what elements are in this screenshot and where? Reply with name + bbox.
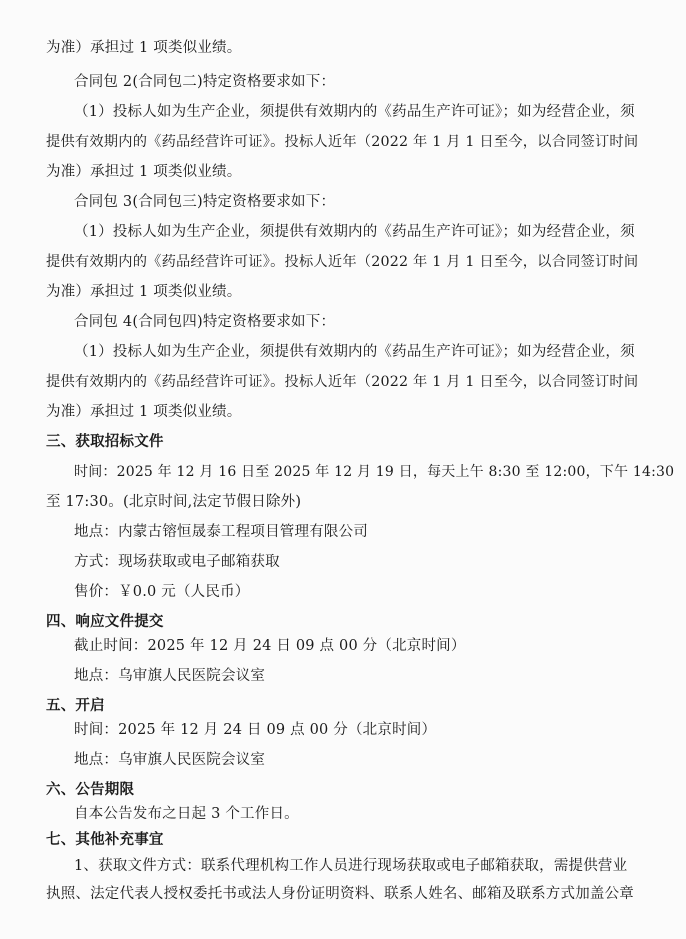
package-3-line-1: （1）投标人如为生产企业，须提供有效期内的《药品生产许可证》；如为经营企业，须: [74, 224, 635, 240]
section-6-heading: 六、公告期限: [46, 782, 135, 798]
section-5-heading: 五、开启: [46, 698, 105, 714]
section-5-time: 时间：2025 年 12 月 24 日 09 点 00 分（北京时间）: [74, 722, 437, 738]
section-3-heading: 三、获取招标文件: [46, 434, 164, 450]
section-5-place: 地点：乌审旗人民医院会议室: [74, 752, 266, 768]
package-2-title: 合同包 2(合同包二)特定资格要求如下：: [74, 74, 336, 90]
section-6-text: 自本公告发布之日起 3 个工作日。: [74, 806, 299, 822]
section-4-place: 地点：乌审旗人民医院会议室: [74, 668, 266, 684]
package-3-line-2: 提供有效期内的《药品经营许可证》。投标人近年（2022 年 1 月 1 日至今，以合同签订时间: [46, 254, 639, 270]
package-2-line-3: 为准）承担过 1 项类似业绩。: [46, 164, 242, 180]
paragraph-line: 为准）承担过 1 项类似业绩。: [46, 40, 242, 56]
package-4-line-3: 为准）承担过 1 项类似业绩。: [46, 404, 242, 420]
section-4-heading: 四、响应文件提交: [46, 614, 164, 630]
package-2-line-2: 提供有效期内的《药品经营许可证》。投标人近年（2022 年 1 月 1 日至今，以合同签订时间: [46, 134, 639, 150]
package-3-line-3: 为准）承担过 1 项类似业绩。: [46, 284, 242, 300]
section-3-place: 地点：内蒙古镕恒晟泰工程项目管理有限公司: [74, 524, 368, 540]
section-3-method: 方式：现场获取或电子邮箱获取: [74, 554, 280, 570]
package-4-line-1: （1）投标人如为生产企业，须提供有效期内的《药品生产许可证》；如为经营企业，须: [74, 344, 635, 360]
section-4-deadline: 截止时间：2025 年 12 月 24 日 09 点 00 分（北京时间）: [74, 638, 466, 654]
package-3-title: 合同包 3(合同包三)特定资格要求如下：: [74, 194, 336, 210]
package-4-title: 合同包 4(合同包四)特定资格要求如下：: [74, 314, 336, 330]
section-7-line-1: 1、获取文件方式：联系代理机构工作人员进行现场获取或电子邮箱获取，需提供营业: [74, 858, 628, 874]
section-7-line-2: 执照、法定代表人授权委托书或法人身份证明资料、联系人姓名、邮箱及联系方式加盖公章: [46, 886, 634, 902]
section-3-price: 售价：￥0.0 元（人民币）: [74, 584, 250, 600]
section-3-time-line-1: 时间：2025 年 12 月 16 日至 2025 年 12 月 19 日，每天上午 8:30 至 12:00，下午 14:30: [74, 464, 675, 480]
package-2-line-1: （1）投标人如为生产企业，须提供有效期内的《药品生产许可证》；如为经营企业，须: [74, 104, 635, 120]
package-4-line-2: 提供有效期内的《药品经营许可证》。投标人近年（2022 年 1 月 1 日至今，以合同签订时间: [46, 374, 639, 390]
section-7-heading: 七、其他补充事宜: [46, 832, 164, 848]
section-3-time-line-2: 至 17:30。(北京时间,法定节假日除外): [46, 494, 302, 510]
